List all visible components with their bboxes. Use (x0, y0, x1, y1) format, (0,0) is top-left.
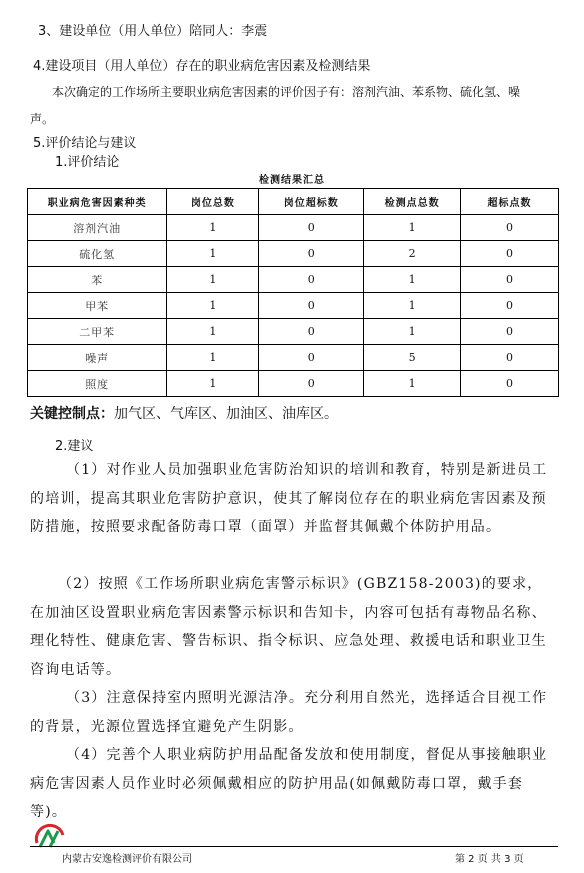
cell-factor-name: 硫化氢 (28, 241, 167, 267)
suggestion-paragraph-1 (30, 456, 555, 542)
section-4-body-line-2: 声。 (30, 112, 55, 126)
cell-post-exceed: 0 (259, 241, 364, 267)
cell-point-count: 1 (364, 371, 461, 397)
table-header-row (28, 189, 559, 215)
cell-factor-name: 苯 (28, 267, 167, 293)
cell-post-exceed: 0 (259, 215, 364, 241)
cell-point-exceed: 0 (461, 371, 559, 397)
cell-point-count: 1 (364, 267, 461, 293)
table-caption: 检测结果汇总 (259, 175, 325, 186)
cell-point-count: 2 (364, 241, 461, 267)
suggestion-text-3: （3）注意保持室内照明光源洁净。充分利用自然光，选择适合目视工作的背景，光源位置选择宜避免产生阴影。 (30, 690, 548, 735)
section-4-heading: 4.建设项目（用人单位）存在的职业病危害因素及检测结果 (33, 59, 371, 74)
detection-results-table (27, 188, 559, 397)
footer-page-number: 第 2 页 共 3 页 (455, 854, 524, 865)
table-row (28, 371, 559, 397)
cell-post-exceed: 0 (259, 345, 364, 371)
cell-post-count: 1 (167, 319, 259, 345)
section-5-1-heading: 1.评价结论 (55, 155, 120, 170)
cell-post-count: 1 (167, 345, 259, 371)
cell-post-count: 1 (167, 215, 259, 241)
cell-point-exceed: 0 (461, 293, 559, 319)
key-control-value: 加气区、气库区、加油区、油库区。 (114, 406, 338, 422)
suggestion-paragraph-2 (30, 570, 555, 684)
column-header-point-count: 检测点总数 (364, 189, 461, 215)
cell-post-exceed: 0 (259, 267, 364, 293)
cell-point-count: 1 (364, 319, 461, 345)
suggestion-text-2: （2）按照《工作场所职业病危害警示标识》(GBZ158-2003)的要求，在加油区设置职业病危害因素警示标识和告知卡，内容可包括有毒物品名称、理化特性、健康危害、警告标识、指令标识、应急处理、救援电话和职业卫生咨询电话等。 (30, 576, 547, 678)
cell-post-count: 1 (167, 267, 259, 293)
column-header-factor-type: 职业病危害因素种类 (28, 189, 167, 215)
key-control-points (30, 403, 338, 423)
table-row (28, 267, 559, 293)
suggestion-text-1: （1）对作业人员加强职业危害防治知识的培训和教育，特别是新进员工的培训，提高其职业危害防护意识，使其了解岗位存在的职业病危害因素及预防措施，按照要求配备防毒口罩（面罩）并监督其佩戴个体防护用品。 (30, 462, 548, 535)
table-row (28, 293, 559, 319)
column-header-post-exceed: 岗位超标数 (259, 189, 364, 215)
suggestion-text-4: （4）完善个人职业病防护用品配备发放和使用制度，督促从事接触职业病危害因素人员作业时必须佩戴相应的防护用品(如佩戴防毒口罩，戴手套等)。 (30, 747, 548, 820)
cell-point-exceed: 0 (461, 215, 559, 241)
cell-factor-name: 溶剂汽油 (28, 215, 167, 241)
cell-point-count: 1 (364, 293, 461, 319)
cell-post-exceed: 0 (259, 371, 364, 397)
section-3-accompanying-person: 3、建设单位（用人单位）陪同人：李震 (38, 24, 268, 39)
cell-point-exceed: 0 (461, 345, 559, 371)
table-row (28, 319, 559, 345)
table-row (28, 215, 559, 241)
section-4-body-line-1: 本次确定的工作场所主要职业病危害因素的评价因子有：溶剂汽油、苯系物、硫化氢、噪 (52, 85, 521, 99)
suggestion-paragraph-4 (30, 741, 555, 827)
table-row (28, 241, 559, 267)
key-control-label: 关键控制点： (30, 406, 114, 422)
cell-factor-name: 照度 (28, 371, 167, 397)
cell-factor-name: 甲苯 (28, 293, 167, 319)
cell-post-count: 1 (167, 371, 259, 397)
cell-factor-name: 噪声 (28, 345, 167, 371)
cell-point-exceed: 0 (461, 267, 559, 293)
cell-point-count: 1 (364, 215, 461, 241)
table-row (28, 345, 559, 371)
cell-post-count: 1 (167, 293, 259, 319)
footer-company-name: 内蒙古安逸检测评价有限公司 (62, 854, 192, 865)
cell-point-exceed: 0 (461, 241, 559, 267)
cell-point-count: 5 (364, 345, 461, 371)
cell-post-exceed: 0 (259, 319, 364, 345)
cell-point-exceed: 0 (461, 319, 559, 345)
suggestion-paragraph-3 (30, 684, 555, 741)
column-header-post-count: 岗位总数 (167, 189, 259, 215)
cell-post-exceed: 0 (259, 293, 364, 319)
cell-post-count: 1 (167, 241, 259, 267)
suggestion-heading: 2.建议 (55, 439, 94, 454)
column-header-point-exceed: 超标点数 (461, 189, 559, 215)
footer-divider (30, 846, 558, 847)
section-5-heading: 5.评价结论与建议 (33, 136, 137, 151)
cell-factor-name: 二甲苯 (28, 319, 167, 345)
